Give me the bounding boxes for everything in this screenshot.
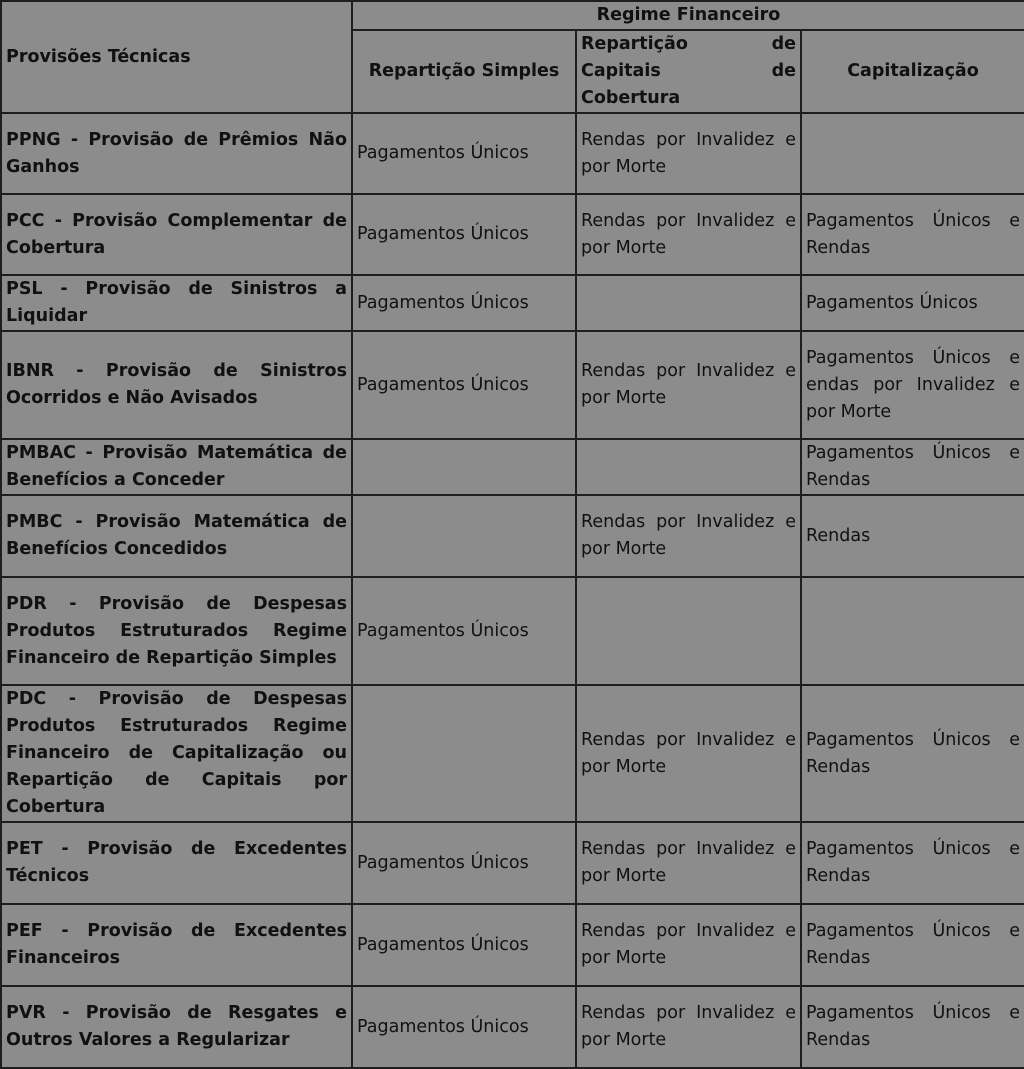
cell-reparticao-capitais: Rendas por Invalidez e por Morte [576,113,801,194]
cell-capitalizacao: Pagamentos Únicos e Rendas [801,986,1024,1068]
header-reparticao-capitais: Repartição de Capitais de Cobertura [576,30,801,113]
table-row [1,577,1024,685]
table-row [1,194,1024,275]
cell-reparticao-simples: Pagamentos Únicos [352,275,576,331]
table-row [1,495,1024,577]
table-row [1,986,1024,1068]
cell-provisao: PET - Provisão de Excedentes Técnicos [1,822,352,904]
cell-capitalizacao: Pagamentos Únicos e Rendas [801,439,1024,495]
cell-reparticao-capitais: Rendas por Invalidez e por Morte [576,685,801,822]
cell-reparticao-capitais: Rendas por Invalidez e por Morte [576,495,801,577]
cell-reparticao-simples [352,439,576,495]
cell-reparticao-capitais: Rendas por Invalidez e por Morte [576,331,801,439]
header-reparticao-simples: Repartição Simples [352,30,576,113]
cell-reparticao-capitais [576,577,801,685]
cell-reparticao-capitais [576,439,801,495]
cell-reparticao-simples: Pagamentos Únicos [352,822,576,904]
cell-reparticao-capitais: Rendas por Invalidez e por Morte [576,194,801,275]
header-capitalizacao: Capitalização [801,30,1024,113]
cell-reparticao-simples: Pagamentos Únicos [352,986,576,1068]
cell-capitalizacao [801,113,1024,194]
cell-provisao: PPNG - Provisão de Prêmios Não Ganhos [1,113,352,194]
cell-reparticao-capitais: Rendas por Invalidez e por Morte [576,822,801,904]
cell-capitalizacao: Pagamentos Únicos e Rendas [801,194,1024,275]
cell-reparticao-simples: Pagamentos Únicos [352,904,576,986]
cell-provisao: PMBC - Provisão Matemática de Benefícios Concedidos [1,495,352,577]
cell-capitalizacao: Pagamentos Únicos e Rendas [801,904,1024,986]
cell-capitalizacao [801,577,1024,685]
cell-provisao: PMBAC - Provisão Matemática de Benefícios a Conceder [1,439,352,495]
cell-capitalizacao: Rendas [801,495,1024,577]
cell-provisao: PCC - Provisão Complementar de Cobertura [1,194,352,275]
cell-reparticao-capitais: Rendas por Invalidez e por Morte [576,986,801,1068]
cell-provisao: PDR - Provisão de Despesas Produtos Estruturados Regime Financeiro de Repartição Simples [1,577,352,685]
cell-capitalizacao: Pagamentos Únicos e Rendas [801,822,1024,904]
table-row [1,113,1024,194]
cell-capitalizacao: Pagamentos Únicos e Rendas [801,685,1024,822]
cell-capitalizacao: Pagamentos Únicos [801,275,1024,331]
table-row [1,275,1024,331]
table-row [1,331,1024,439]
cell-provisao: PSL - Provisão de Sinistros a Liquidar [1,275,352,331]
table-row [1,685,1024,822]
cell-provisao: PVR - Provisão de Resgates e Outros Valores a Regularizar [1,986,352,1068]
cell-reparticao-capitais: Rendas por Invalidez e por Morte [576,904,801,986]
cell-reparticao-simples: Pagamentos Únicos [352,194,576,275]
cell-reparticao-simples: Pagamentos Únicos [352,577,576,685]
header-provisoes: Provisões Técnicas [1,1,352,113]
cell-reparticao-simples: Pagamentos Únicos [352,331,576,439]
table-row [1,904,1024,986]
cell-capitalizacao: Pagamentos Únicos e endas por Invalidez e por Morte [801,331,1024,439]
cell-reparticao-simples [352,495,576,577]
cell-reparticao-capitais [576,275,801,331]
cell-provisao: IBNR - Provisão de Sinistros Ocorridos e Não Avisados [1,331,352,439]
cell-provisao: PEF - Provisão de Excedentes Financeiros [1,904,352,986]
table-row [1,822,1024,904]
cell-reparticao-simples: Pagamentos Únicos [352,113,576,194]
cell-provisao: PDC - Provisão de Despesas Produtos Estruturados Regime Financeiro de Capitalização ou Repartição de Capitais por Cobertura [1,685,352,822]
cell-reparticao-simples [352,685,576,822]
table-row [1,439,1024,495]
header-regime-financeiro: Regime Financeiro [352,1,1024,30]
